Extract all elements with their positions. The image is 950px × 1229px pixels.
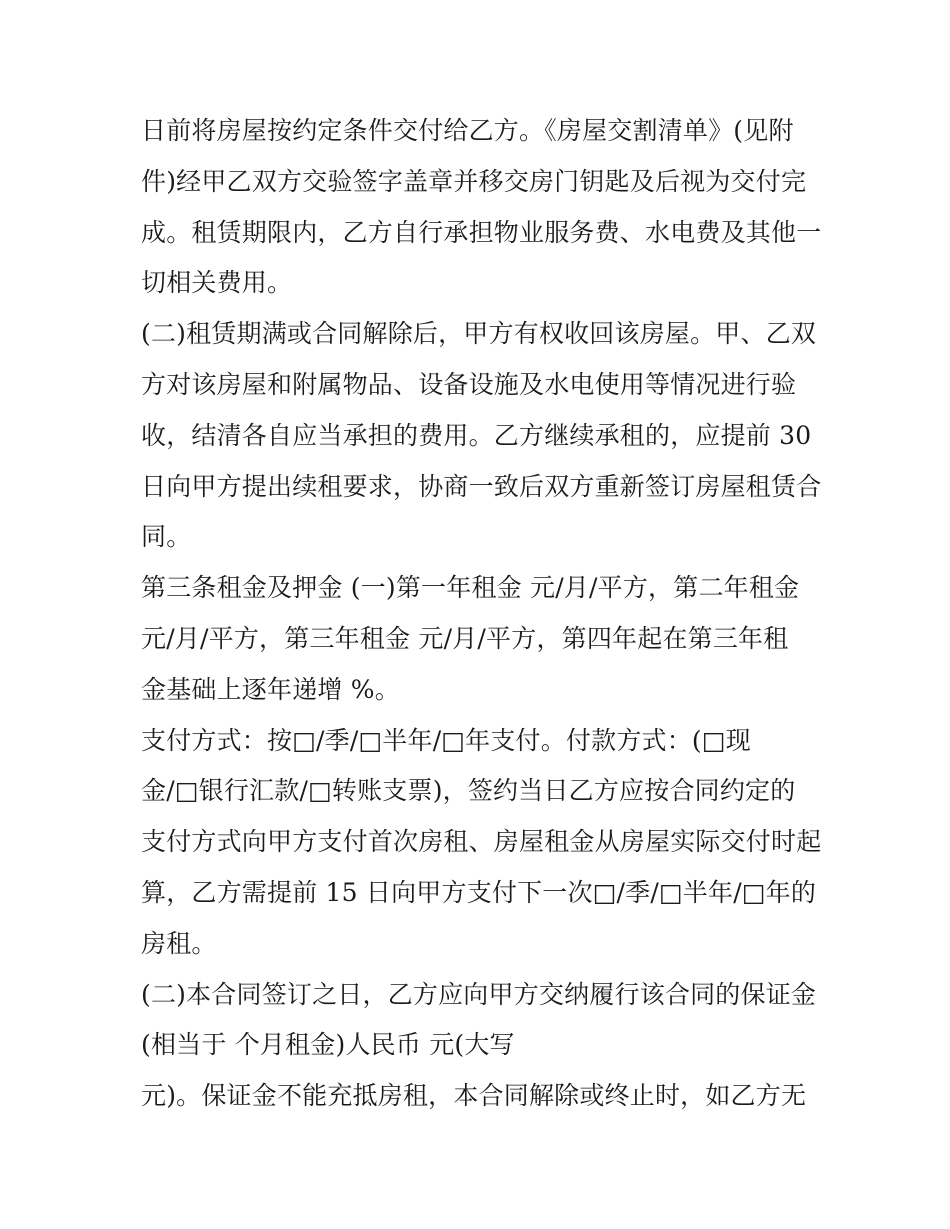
text-line: (相当于 个月租金)人民币 元(大写 [141, 1030, 515, 1060]
text-line: 第三条租金及押金 (一)第一年租金 元/月/平方，第二年租金 [141, 573, 800, 603]
text-line: 日前将房屋按约定条件交付给乙方。《房屋交割清单》(见附 [141, 116, 794, 145]
text-line: (二)本合同签订之日，乙方应向甲方交纳履行该合同的保证金 [141, 979, 817, 1009]
text-line: 件)经甲乙双方交验签字盖章并移交房门钥匙及后视为交付完 [141, 166, 807, 196]
text-line: 成。租赁期限内，乙方自行承担物业服务费、水电费及其他一 [141, 217, 822, 247]
text-line: 支付方式向甲方支付首次房租、房屋租金从房屋实际交付时起 [141, 827, 822, 857]
text-line: 日向甲方提出续租要求，协商一致后双方重新签订房屋租赁合 [141, 471, 822, 501]
text-line: 房租。 [141, 928, 217, 958]
text-line: 收，结清各自应当承担的费用。乙方继续承租的，应提前 30 [141, 420, 812, 450]
text-line: 算，乙方需提前 15 日向甲方支付下一次□/季/□半年/□年的 [141, 877, 817, 907]
text-line: 金/□银行汇款/□转账支票)，签约当日乙方应按合同约定的 [141, 776, 796, 806]
text-line: 金基础上逐年递增 %。 [141, 674, 400, 704]
text-line: 元/月/平方，第三年租金 元/月/平方，第四年起在第三年租 [141, 623, 789, 653]
text-line: 元)。保证金不能充抵房租，本合同解除或终止时，如乙方无 [141, 1081, 807, 1111]
contract-text [141, 106, 821, 1122]
text-line: 支付方式：按□/季/□半年/□年支付。付款方式：(□现 [141, 725, 751, 755]
text-line: 方对该房屋和附属物品、设备设施及水电使用等情况进行验 [141, 369, 797, 399]
text-line: (二)租赁期满或合同解除后，甲方有权收回该房屋。甲、乙双 [141, 319, 817, 349]
text-line: 同。 [141, 522, 192, 552]
text-line: 切相关费用。 [141, 268, 293, 298]
